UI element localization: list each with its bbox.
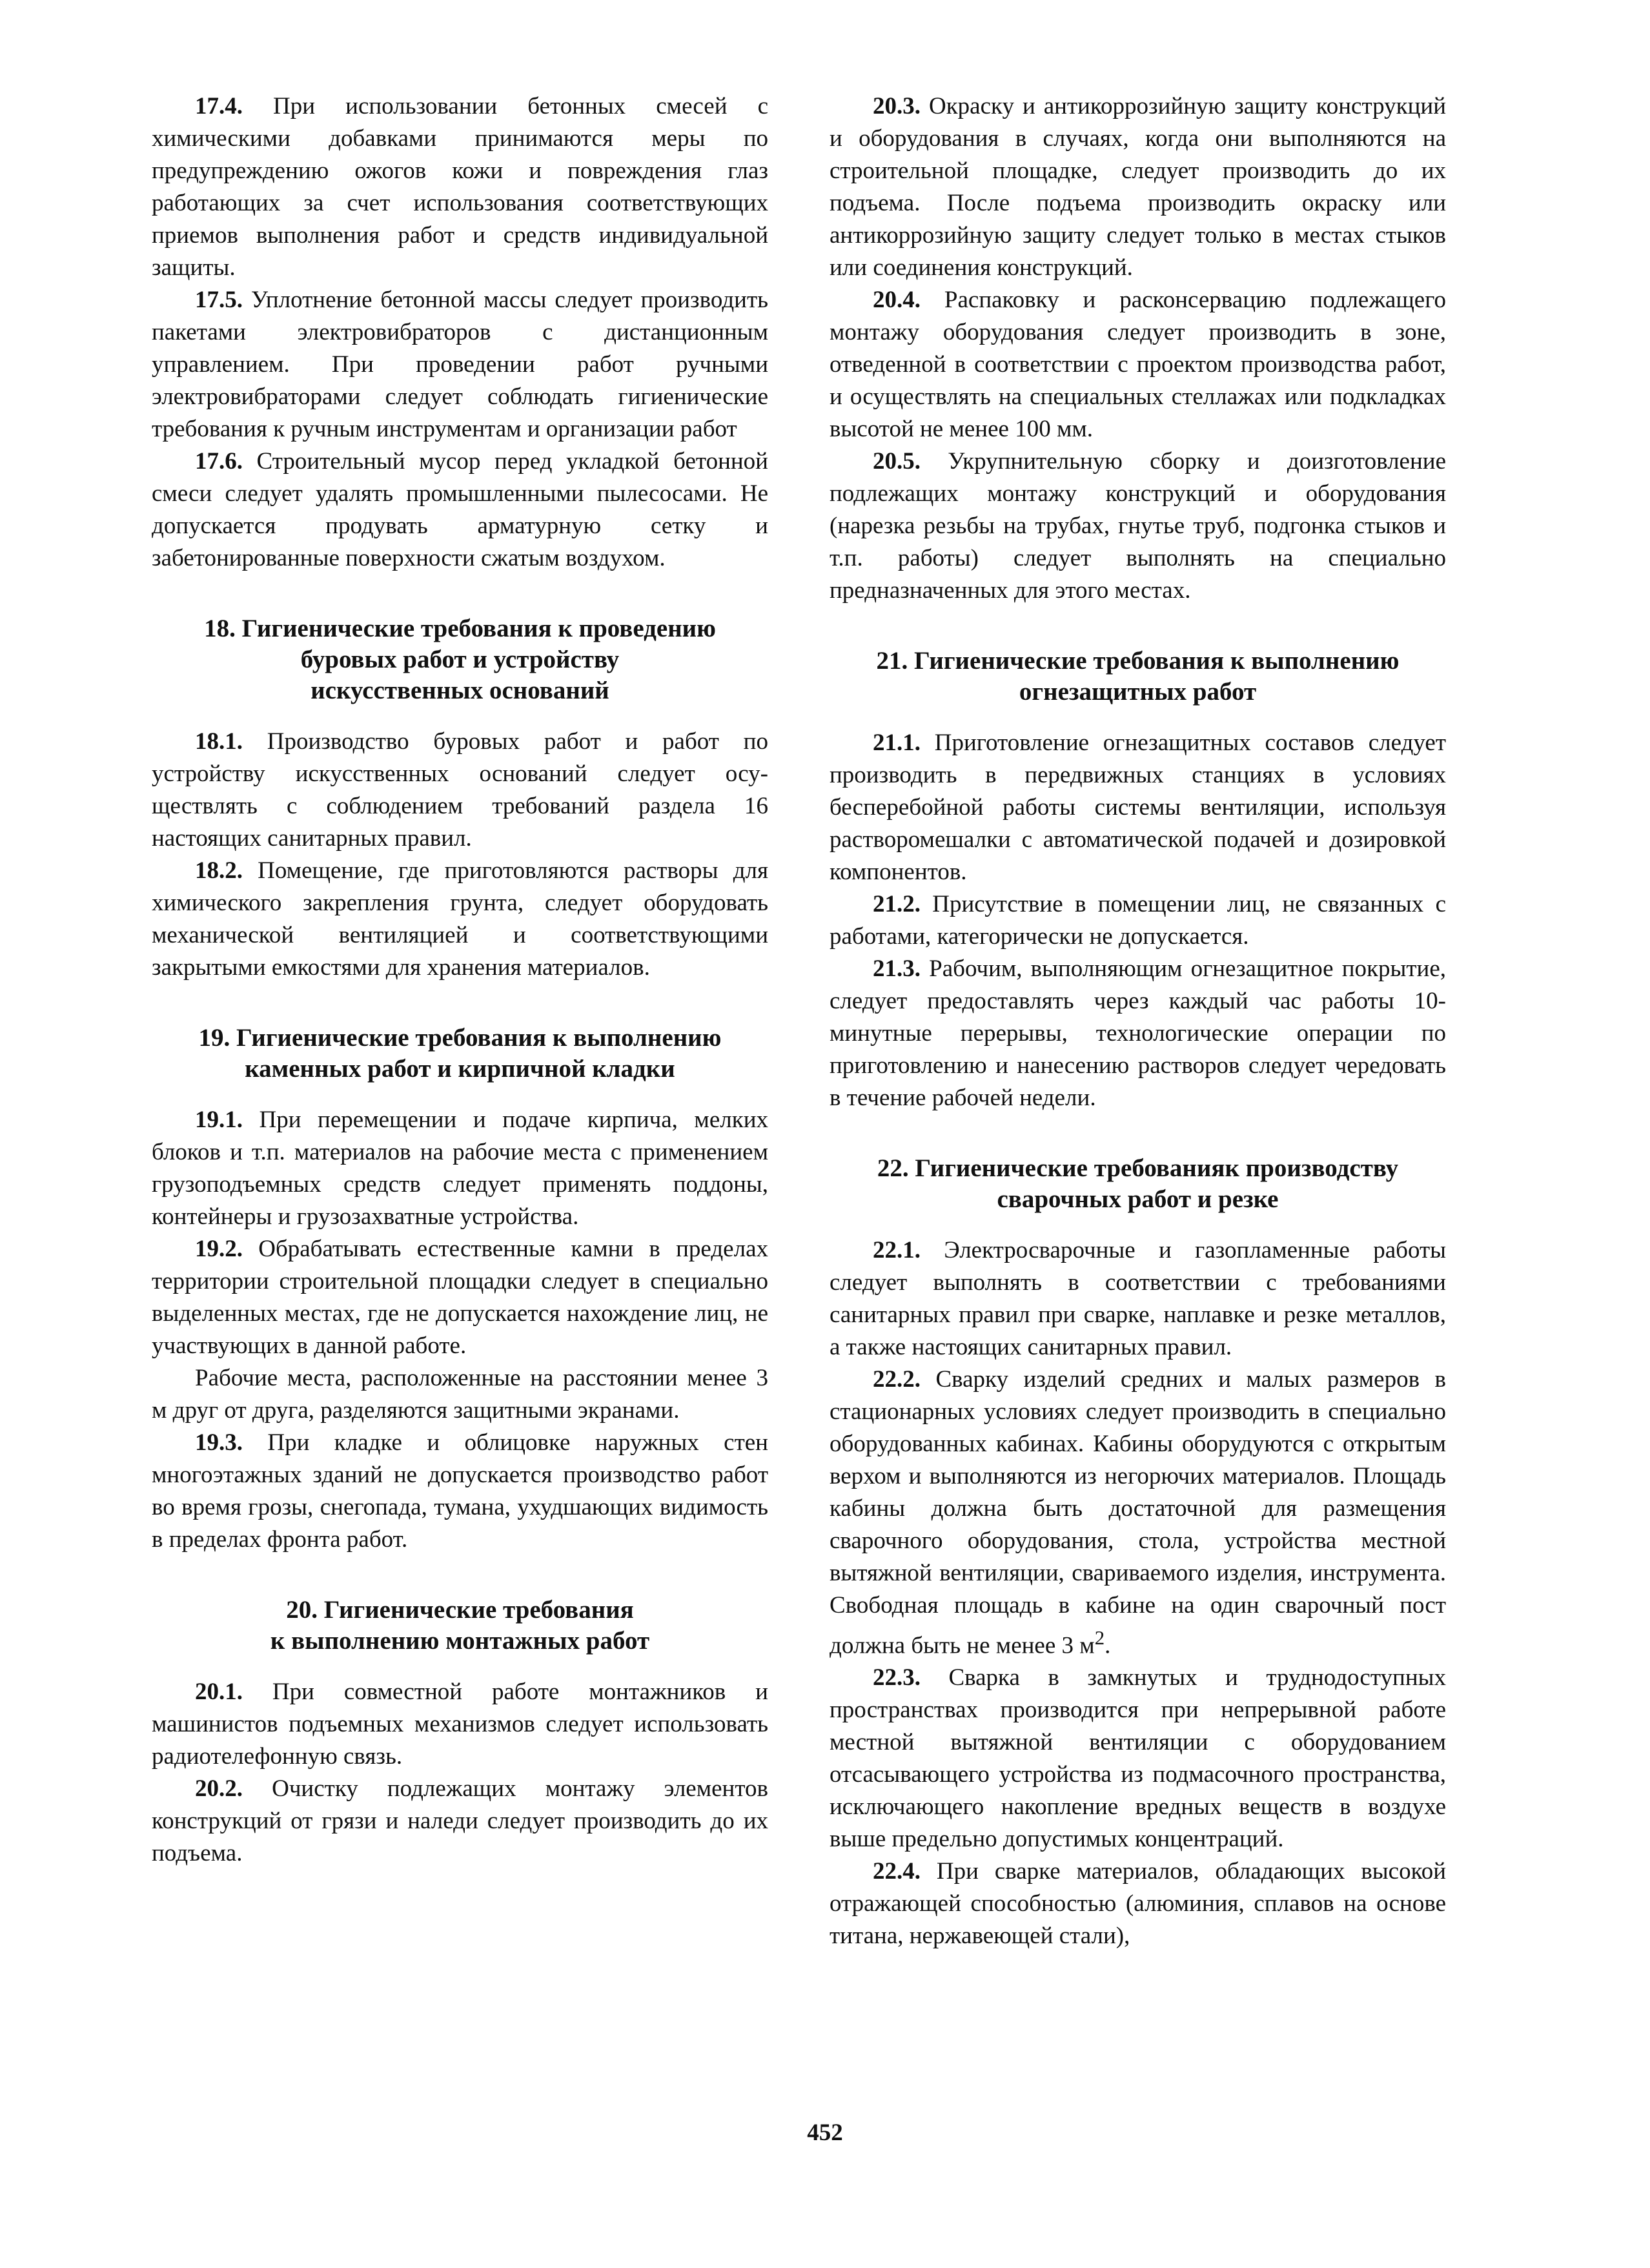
clause-text: Электросварочные и газопламенные работы следует выполнять в соответствии с требованиями санитарных правил при сварке, наплавке и резке металлов, а также настоящих санитарных правил. [830, 1237, 1446, 1360]
clause-number: 18.1. [195, 728, 243, 755]
heading-line: каменных работ и кирпичной кладки [245, 1055, 675, 1083]
clause-text: Укрупнительную сборку и доизготовление подлежащих монтажу конструкций и оборудования (нарезка резьбы на трубах, гнутье труб, подгонка стыков и т.п. работы) следует выполнять на специально предназначенных для этого местах. [830, 448, 1446, 604]
superscript-2: 2 [1094, 1627, 1105, 1649]
clause-text: При сварке материалов, обладающих высокой отражающей способностью (алюминия, сплавов на основе титана, нержавеющей стали), [830, 1858, 1446, 1950]
clause-text: Обрабатывать естественные камни в пределах территории строительной площадки следует в специально выделенных местах, где не допускается нахождение лиц, не участвующих в данной работе. [152, 1236, 768, 1359]
section-heading-22 [830, 1153, 1446, 1215]
clause-text: При перемещении и подаче кирпича, мелких блоков и т.п. материалов на рабочие места с применением грузоподъемных средств следует применять поддоны, контейнеры и грузозахватные устройства. [152, 1107, 768, 1230]
clause-text: Строительный мусор перед укладкой бетонной смеси следует удалять промышленными пылесосами. Не допускается продувать арматурную сетку и забетонированные поверхности сжатым воздухом. [152, 448, 768, 571]
clause-number: 20.5. [873, 448, 921, 475]
clause-number: 19.3. [195, 1429, 243, 1456]
clause-number: 19.1. [195, 1107, 243, 1133]
clause-number: 22.1. [873, 1237, 921, 1263]
paragraph-18-2 [152, 855, 768, 984]
clause-number: 21.1. [873, 730, 921, 756]
heading-line: 21. Гигиенические требования к выполнению [876, 647, 1400, 675]
heading-line: 18. Гигиенические требования к проведению [204, 615, 716, 642]
paragraph-19-1 [152, 1104, 768, 1233]
clause-number: 22.4. [873, 1858, 921, 1885]
clause-text: При использовании бетонных смесей с химическими добавками принимаются меры по предупреждению ожогов кожи и повреждения глаз работающих за счет использования соответствующих приемов выполнения работ и средств индивидуальной защиты. [152, 93, 768, 281]
paragraph-20-2 [152, 1773, 768, 1870]
clause-text: Окраску и антикоррозийную защиту конструкций и оборудования в случаях, когда они выполняются на строительной площадке, следует производить до их подъема. После подъема производить окраску или антикоррозийную защиту следует только в местах стыков или соединения конструкций. [830, 93, 1446, 281]
clause-text: Распаковку и расконсервацию подлежащего монтажу оборудования следует производить в зоне, отведенной в соответствии с проектом производства работ, и осуществлять на специальных стеллажах или подкладках высотой не менее 100 мм. [830, 287, 1446, 442]
heading-line: 19. Гигиенические требования к выполнению [198, 1024, 722, 1052]
left-column [152, 90, 768, 1870]
paragraph-22-2 [830, 1364, 1446, 1662]
paragraph-17-5 [152, 284, 768, 445]
clause-text: Уплотнение бетонной массы следует производить пакетами электровибраторов с дистанционным управлением. При проведении работ ручными электровибраторами следует соблюдать гигиенические требования к ручным инструментам и организации работ [152, 287, 768, 442]
paragraph-22-1 [830, 1234, 1446, 1364]
heading-line: к выполнению монтажных работ [270, 1627, 650, 1655]
paragraph-20-1 [152, 1676, 768, 1773]
paragraph-22-3 [830, 1662, 1446, 1855]
clause-text: При совместной работе монтажников и машинистов подъемных механизмов следует использовать радиотелефонную связь. [152, 1679, 768, 1770]
paragraph-20-5 [830, 445, 1446, 607]
clause-number: 17.5. [195, 287, 243, 313]
paragraph-17-6 [152, 445, 768, 575]
clause-number: 22.2. [873, 1366, 921, 1393]
section-heading-18 [152, 613, 768, 706]
paragraph-22-4 [830, 1855, 1446, 1952]
clause-number: 21.2. [873, 891, 921, 917]
clause-number: 17.4. [195, 93, 243, 119]
clause-text: Приготовление огнезащитных составов следует производить в передвижных станциях в условиях бесперебойной работы системы вентиляции, используя растворомешалки с автоматической подачей и дозировкой компонентов. [830, 730, 1446, 885]
clause-number: 22.3. [873, 1664, 921, 1691]
paragraph-21-1 [830, 727, 1446, 888]
section-heading-19 [152, 1023, 768, 1085]
clause-text: Помещение, где приготовляются растворы для химического закрепления грунта, следует оборудовать механической вентиляцией и соответствующими закрытыми емкостями для хранения материалов. [152, 857, 768, 981]
clause-number: 20.4. [873, 287, 921, 313]
clause-text: При кладке и облицовке наружных стен многоэтажных зданий не допускается производство работ во время грозы, снегопада, тумана, ухудшающих видимость в пределах фронта работ. [152, 1429, 768, 1553]
clause-number: 20.3. [873, 93, 921, 119]
clause-number: 18.2. [195, 857, 243, 884]
clause-text: Сварку изделий средних и малых размеров в стационарных условиях следует производить в специально оборудованных кабинах. Кабины оборудуются с открытым верхом и выполняются из негорючих материалов. Площадь кабины должна быть достаточной для размещения сварочного оборудования, стола, устройства местной вытяжной вентиляции, свариваемого изделия, инструмента. Свободная площадь в кабине на один сварочный пост должна быть не менее 3 м [830, 1366, 1446, 1659]
paragraph-17-4 [152, 90, 768, 284]
heading-line: сварочных работ и резке [997, 1185, 1279, 1213]
clause-number: 19.2. [195, 1236, 243, 1262]
section-heading-21 [830, 646, 1446, 708]
paragraph-18-1 [152, 726, 768, 855]
heading-line: 20. Гигиенические требования [286, 1596, 634, 1624]
clause-number: 20.1. [195, 1679, 243, 1705]
clause-text: Очистку подлежащих монтажу элементов конструкций от грязи и наледи следует производить до их подъема. [152, 1775, 768, 1866]
paragraph-19-2-continued: Рабочие места, расположенные на расстоянии менее 3 м друг от друга, разделяются защитными экранами. [152, 1365, 768, 1424]
right-column [830, 90, 1446, 1952]
clause-number: 17.6. [195, 448, 243, 475]
section-heading-20 [152, 1595, 768, 1657]
paragraph-21-3 [830, 953, 1446, 1114]
paragraph-19-3 [152, 1427, 768, 1556]
heading-line: 22. Гигиенические требованияк производству [877, 1154, 1399, 1182]
clause-text: Производство буровых работ и работ по устройству искусственных оснований следует осуществлять с соблюдением требований раздела 16 настоящих санитарных правил. [152, 728, 768, 852]
paragraph-19-2 [152, 1233, 768, 1362]
paragraph-21-2 [830, 888, 1446, 953]
clause-text-end: . [1105, 1632, 1111, 1659]
heading-line: буровых работ и устройству [300, 646, 620, 673]
paragraph-20-3 [830, 90, 1446, 284]
clause-text: Сварка в замкнутых и труднодоступных пространствах производится при непрерывной работе местной вытяжной вентиляции с оборудованием отсасывающего устройства из подмасочного пространства, исключающего накопление вредных веществ в воздухе выше предельно допустимых концентраций. [830, 1664, 1446, 1853]
clause-text: Рабочим, выполняющим огнезащитное покрытие, следует предоставлять через каждый час работы 10-минутные перерывы, технологические операции по приготовлению и нанесению растворов следует чередовать в течение рабочей недели. [830, 955, 1446, 1111]
paragraph-20-4 [830, 284, 1446, 445]
clause-number: 21.3. [873, 955, 921, 982]
clause-text: Присутствие в помещении лиц, не связанных с работами, категорически не допускается. [830, 891, 1446, 950]
heading-line: искусственных оснований [311, 677, 609, 704]
clause-number: 20.2. [195, 1775, 243, 1802]
heading-line: огнезащитных работ [1019, 678, 1257, 706]
page-number: 452 [807, 2120, 843, 2146]
